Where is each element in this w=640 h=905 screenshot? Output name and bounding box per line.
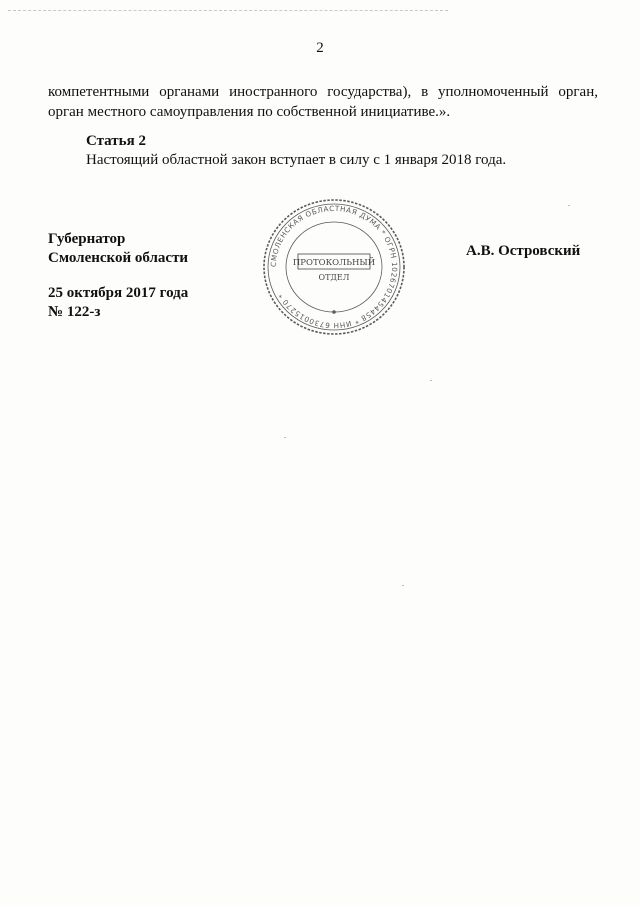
official-seal-stamp xyxy=(260,196,408,338)
scan-speck xyxy=(568,205,570,206)
page-number: 2 xyxy=(316,40,324,56)
signatory-position xyxy=(48,230,188,268)
position-line-2: Смоленской области xyxy=(48,250,189,266)
seal-center-text-2: ОТДЕЛ xyxy=(318,273,350,282)
paragraph-line-2: орган местного самоуправления по собственной инициативе.». xyxy=(48,104,451,120)
scan-speck xyxy=(402,585,404,586)
signature-date: 25 октября 2017 года xyxy=(48,285,189,301)
law-number: № 122-з xyxy=(48,304,101,320)
seal-center-text-1: ПРОТОКОЛЬНЫЙ xyxy=(292,258,376,268)
signature-date-block xyxy=(48,284,188,322)
signatory-name: А.В. Островский xyxy=(466,243,581,259)
article-title: Статья 2 xyxy=(86,133,146,149)
paragraph-continuation xyxy=(48,82,598,122)
scan-speck xyxy=(430,380,432,381)
article-body: Настоящий областной закон вступает в силу с 1 января 2018 года. xyxy=(86,152,507,168)
seal-dot xyxy=(332,310,336,314)
paragraph-line-1: компетентными органами иностранного государства), в уполномоченный орган, xyxy=(48,84,598,100)
seal-ring-text: СМОЛЕНСКАЯ ОБЛАСТНАЯ ДУМА * ОГРН 1026701454458 * ИНН 6730015270 * xyxy=(268,203,400,331)
scan-artifact-line xyxy=(8,10,448,15)
scan-speck xyxy=(284,437,286,438)
position-line-1: Губернатор xyxy=(48,231,126,247)
